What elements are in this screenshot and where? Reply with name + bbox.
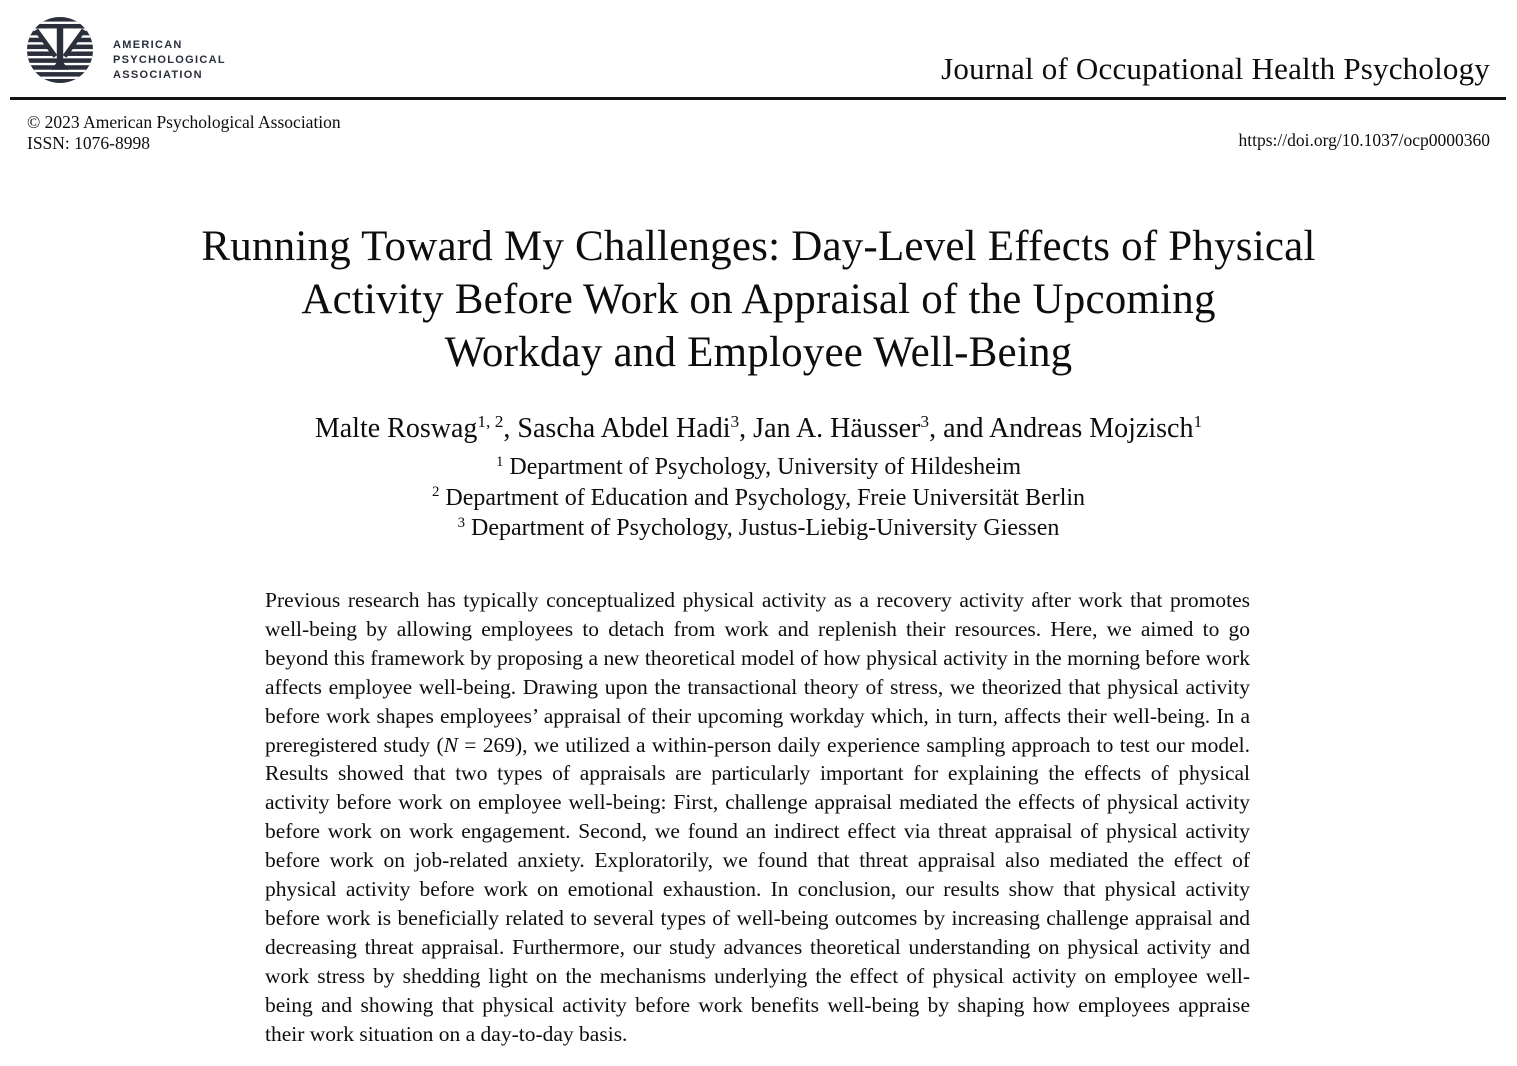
journal-title: Journal of Occupational Health Psychology [941,51,1490,86]
article-title-line-2: Activity Before Work on Appraisal of the Upcoming [301,276,1216,323]
apa-logo-icon [27,17,93,83]
affiliation-1: $^1$ Department of Psychology, University of Hildesheim [495,453,1022,480]
copyright-line: © 2023 American Psychological Association [27,112,341,132]
copyright-block [27,112,341,154]
affiliations-block [0,452,1517,544]
article-title-line-3: Workday and Employee Well-Being [444,329,1073,376]
apa-logo-line-3: ASSOCIATION [113,69,203,81]
article-title [0,220,1517,379]
author-byline: Malte Roswag$^{1, 2}$, Sascha Abdel Hadi$^3$, Jan A. Häusser$^3$, and Andreas Mojzisch$^1$ [314,412,1203,444]
affiliation-3: $^3$ Department of Psychology, Justus-Liebig-University Giessen [457,514,1060,541]
abstract-paragraph: Previous research has typically conceptualized physical activity as a recovery activity after work that promotes well-being by allowing employees to detach from work and replenish their resources. Here, we aimed to go beyond this framework by proposing a new theoretical model of how physical activity in the morning before work affects employee well-being. Drawing upon the transactional theory of stress, we theorized that physical activity before work shapes employees’ appraisal of their upcoming workday which, in turn, affects their well-being. In a preregistered study (N = 269), we utilized a within-person daily experience sampling approach to test our model. Results showed that two types of appraisals are particularly important for explaining the effects of physical activity before work on employee well-being: First, challenge appraisal mediated the effects of physical activity before work on work engagement. Second, we found an indirect effect via threat appraisal of physical activity before work on job-related anxiety. Exploratorily, we found that threat appraisal also mediated the effect of physical activity before work on emotional exhaustion. In conclusion, our results show that physical activity before work is beneficially related to several types of well-being outcomes by increasing challenge appraisal and decreasing threat appraisal. Furthermore, our study advances theoretical understanding on physical activity and work stress by shedding light on the mechanisms underlying the effect of physical activity on employee well-being and showing that physical activity before work benefits well-being by shaping how employees appraise their work situation on a day-to-day basis. [265,588,1250,1046]
issn-line: ISSN: 1076-8998 [27,133,150,153]
article-title-line-1: Running Toward My Challenges: Day-Level Effects of Physical [201,223,1316,270]
apa-logo-line-2: PSYCHOLOGICAL [113,54,226,66]
doi-text: https://doi.org/10.1037/ocp0000360 [1238,130,1490,150]
header-divider-rule [10,97,1506,100]
apa-logo-line-1: AMERICAN [113,39,183,51]
apa-logo-wordmark [113,38,226,83]
affiliation-2: $^2$ Department of Education and Psychology, Freie Universität Berlin [431,484,1086,511]
